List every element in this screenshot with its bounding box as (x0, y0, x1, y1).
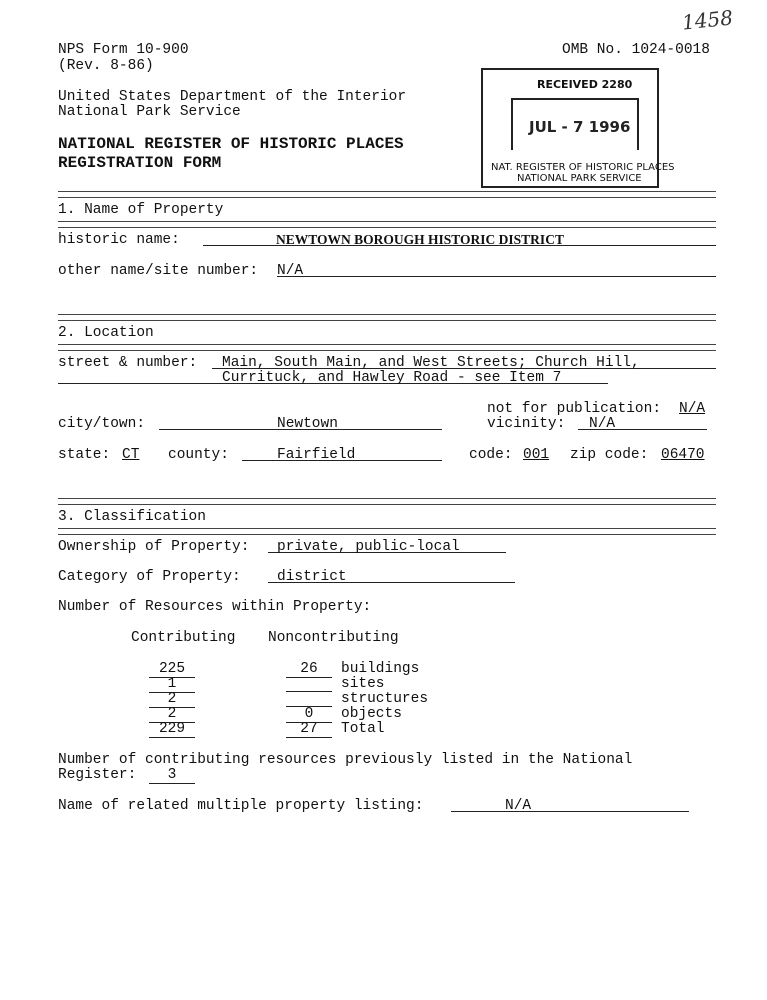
city-label: city/town: (58, 416, 146, 432)
previously-listed-value: 3 (149, 767, 195, 784)
section-rule (58, 498, 716, 505)
section1-heading: 1. Name of Property (58, 202, 224, 218)
state-label: state: (58, 447, 111, 463)
previously-listed-line1: Number of contributing resources previously listed in the National (58, 752, 633, 768)
state-value: CT (122, 447, 140, 463)
zip-label: zip code: (570, 447, 649, 463)
resource-type: buildings (341, 661, 420, 677)
noncontributing-count (286, 676, 332, 692)
street-label: street & number: (58, 355, 198, 371)
not-for-publication-label: not for publication: (487, 401, 662, 417)
agency-line: National Park Service (58, 104, 241, 120)
zip-value: 06470 (661, 447, 705, 463)
previously-listed-label: Register: (58, 767, 137, 783)
category-value: district (277, 569, 347, 585)
section-rule (58, 314, 716, 321)
stamp-received: RECEIVED 2280 (537, 78, 633, 91)
noncontributing-total: 27 (286, 721, 332, 738)
resource-type: structures (341, 691, 429, 707)
noncontributing-count (286, 691, 332, 707)
other-name-underline (277, 276, 716, 277)
multiple-listing-label: Name of related multiple property listing: (58, 798, 424, 814)
ownership-label: Ownership of Property: (58, 539, 250, 555)
department-line: United States Department of the Interior (58, 89, 407, 105)
section-rule (58, 221, 716, 228)
noncontributing-header: Noncontributing (268, 630, 399, 646)
form-title-line2: REGISTRATION FORM (58, 154, 222, 172)
stamp-date: JUL - 7 1996 (529, 118, 631, 136)
contributing-count: 2 (149, 691, 195, 708)
vicinity-label: vicinity: (487, 416, 566, 432)
section3-heading: 3. Classification (58, 509, 206, 525)
code-label: code: (469, 447, 513, 463)
form-title-line1: NATIONAL REGISTER OF HISTORIC PLACES (58, 135, 404, 153)
category-label: Category of Property: (58, 569, 241, 585)
resource-type: objects (341, 706, 402, 722)
contributing-count: 225 (149, 661, 195, 678)
handwritten-number: 1458 (680, 5, 735, 35)
multiple-listing-underline (451, 811, 689, 812)
stamp-line2: NATIONAL PARK SERVICE (517, 173, 642, 184)
other-name-label: other name/site number: (58, 263, 259, 279)
section-rule (58, 344, 716, 351)
omb-number: OMB No. 1024-0018 (562, 42, 710, 58)
contributing-count: 1 (149, 676, 195, 693)
section2-heading: 2. Location (58, 325, 154, 341)
county-value: Fairfield (277, 447, 356, 463)
section-rule (58, 528, 716, 535)
contributing-total: 229 (149, 721, 195, 738)
noncontributing-count: 0 (286, 706, 332, 723)
contributing-count: 2 (149, 706, 195, 723)
city-value: Newtown (277, 416, 338, 432)
form-revision: (Rev. 8-86) (58, 58, 154, 74)
historic-name-value: NEWTOWN BOROUGH HISTORIC DISTRICT (276, 232, 564, 247)
resources-label: Number of Resources within Property: (58, 599, 372, 615)
code-value: 001 (523, 447, 550, 463)
noncontributing-count: 26 (286, 661, 332, 678)
not-for-publication-value: N/A (679, 401, 706, 417)
contributing-header: Contributing (131, 630, 236, 646)
stamp-line1: NAT. REGISTER OF HISTORIC PLACES (491, 162, 675, 173)
form-id: NPS Form 10-900 (58, 42, 189, 58)
other-name-value: N/A (277, 263, 304, 279)
resource-type: Total (341, 721, 385, 737)
received-stamp (481, 68, 675, 186)
section-rule (58, 191, 716, 198)
multiple-listing-value: N/A (505, 798, 532, 814)
ownership-value: private, public-local (277, 539, 460, 555)
county-label: county: (168, 447, 229, 463)
street-value-line2: Currituck, and Hawley Road - see Item 7 (222, 370, 562, 386)
resource-type: sites (341, 676, 385, 692)
historic-name-label: historic name: (58, 232, 180, 248)
street-value-line1: Main, South Main, and West Streets; Church Hill, (222, 355, 640, 371)
vicinity-value: N/A (589, 416, 616, 432)
